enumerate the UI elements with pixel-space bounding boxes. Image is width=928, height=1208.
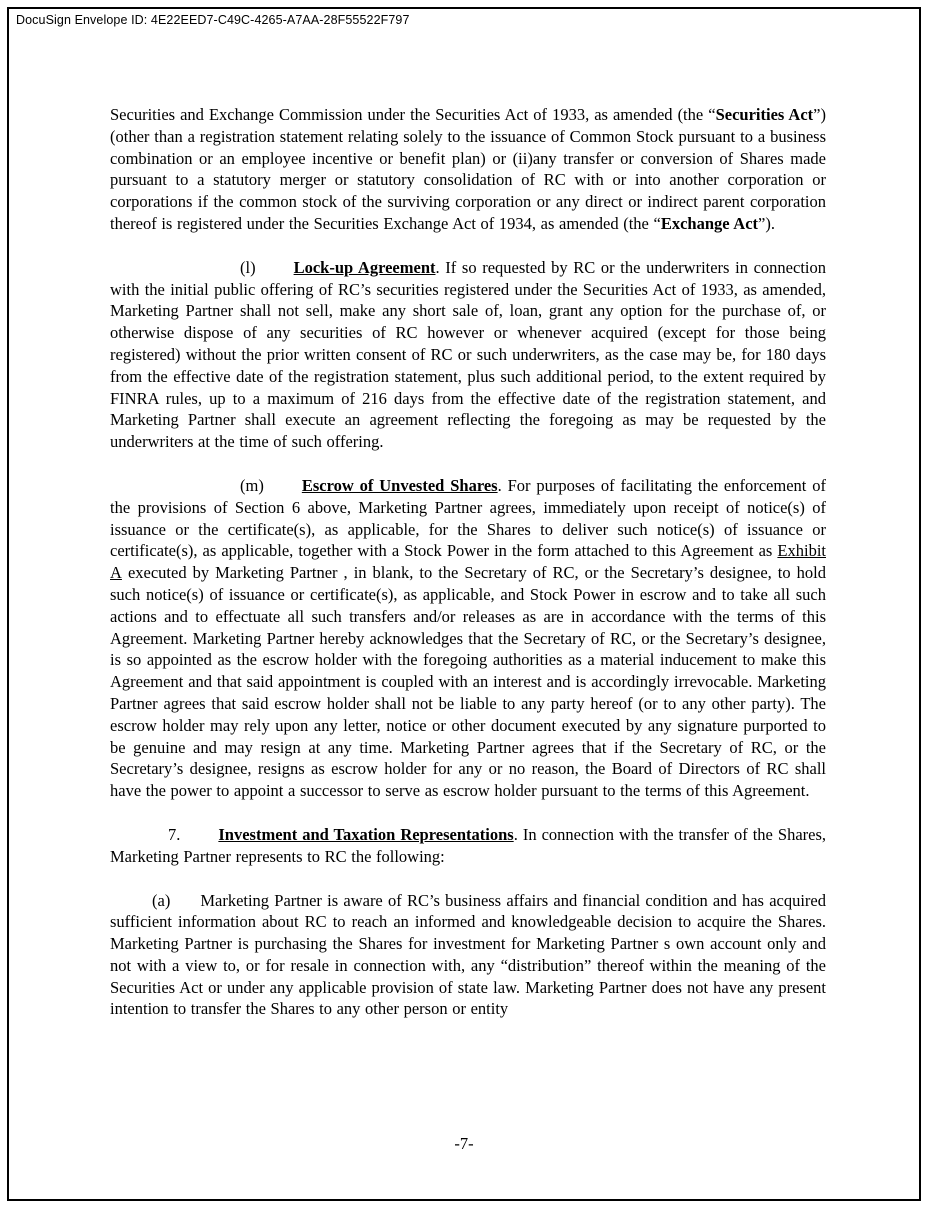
text-run: Exhibit A <box>110 541 826 583</box>
text-run: executed by Marketing Partner , in blank, to the Secretary of RC, or the Secretary’s designee, to hold such notice(s) of issuance or certificate(s), as applicable, and Stock Power in escrow and to take all such actions and to effectuate all such transfers and/or releases as are in accordance with the terms of this Agreement. Marketing Partner hereby acknowledges that the Secretary of RC, or the Secretary’s designee, is so appointed as the escrow holder with the foregoing authorities as a material inducement to make this Agreement and that said appointment is coupled with an interest and is accordingly irrevocable. Marketing Partner agrees that said escrow holder shall not be liable to any party hereof (or to any other party). The escrow holder may rely upon any letter, notice or other document executed by any signature purported to be genuine and may resign at any time. Marketing Partner agrees that if the Secretary of RC, or the Secretary’s designee, resigns as escrow holder for any or no reason, the Board of Directors of RC shall have the power to appoint a successor to serve as escrow holder pursuant to the terms of this Agreement. <box>110 563 826 801</box>
text-run: (m) <box>240 475 264 495</box>
text-run: Marketing Partner is aware of RC’s business affairs and financial condition and has acquired sufficient information about RC to reach an informed and knowledgeable decision to acquire the Shares. Marketing Partner is purchasing the Shares for investment for Marketing Partner s own account only and not with a view to, or for resale in connection with, any “distribution” thereof within the meaning of the Securities Act or under any applicable provision of state law. Marketing Partner does not have any present intention to transfer the Shares to any other person or entity <box>110 890 826 1019</box>
text-run: Escrow of Unvested Shares <box>301 475 498 495</box>
paragraph-lock-up-agreement <box>110 257 826 453</box>
document-body <box>110 104 826 1020</box>
text-run: ”) (other than a registration statement relating solely to the issuance of Common Stock pursuant to a business combination or an employee incentive or benefit plan) or (ii)any transfer or conversion of Shares made pursuant to a statutory merger or statutory consolidation of RC with or into another corporation or corporations if the common stock of the surviving corporation or any direct or indirect parent corporation thereof is registered under the Securities Exchange Act of 1934, as amended (the “ <box>110 105 826 233</box>
text-run: ”). <box>758 213 775 233</box>
docusign-envelope-id: DocuSign Envelope ID: 4E22EED7-C49C-4265-A7AA-28F55522F797 <box>16 13 410 27</box>
text-run: (a) <box>152 890 171 910</box>
text-run: (l) <box>240 257 256 277</box>
text-run: . If so requested by RC or the underwriters in connection with the initial public offering of RC’s securities registered under the Securities Act of 1933, as amended, Marketing Partner shall not sell, make any short sale of, loan, grant any option for the purchase of, or otherwise dispose of any securities of RC however or whenever acquired (except for those being registered) without the prior written consent of RC or such underwriters, as the case may be, for 180 days from the effective date of the registration statement, plus such additional period, to the extent required by FINRA rules, up to a maximum of 216 days from the effective date of the registration statement, and Marketing Partner shall execute an agreement reflecting the foregoing as may be requested by the underwriters at the time of such offering. <box>110 257 826 452</box>
paragraph-securities-act-continuation <box>110 104 826 235</box>
text-run: Securities Act <box>715 105 814 124</box>
paragraph-investment-and-taxation-representations <box>110 824 826 868</box>
text-run: Lock-up Agreement <box>293 257 436 277</box>
text-run: . For purposes of facilitating the enforcement of the provisions of Section 6 above, Marketing Partner agrees, immediately upon receipt of notice(s) of issuance or the certificate(s), as applicable, for the Shares to deliver such notice(s) of issuance or certificate(s), as applicable, together with a Stock Power in the form attached to this Agreement as <box>110 475 826 561</box>
text-run: . In connection with the transfer of the Shares, Marketing Partner represents to RC the following: <box>110 824 827 866</box>
paragraph-representation-a <box>110 890 826 1021</box>
page-number: -7- <box>454 1134 474 1153</box>
text-run: 7. <box>168 824 181 844</box>
text-run: Investment and Taxation Representations <box>218 824 514 844</box>
text-run: Exchange Act <box>660 213 759 233</box>
paragraph-escrow-of-unvested-shares <box>110 475 826 802</box>
text-run: Securities and Exchange Commission under the Securities Act of 1933, as amended (the “ <box>110 105 716 124</box>
